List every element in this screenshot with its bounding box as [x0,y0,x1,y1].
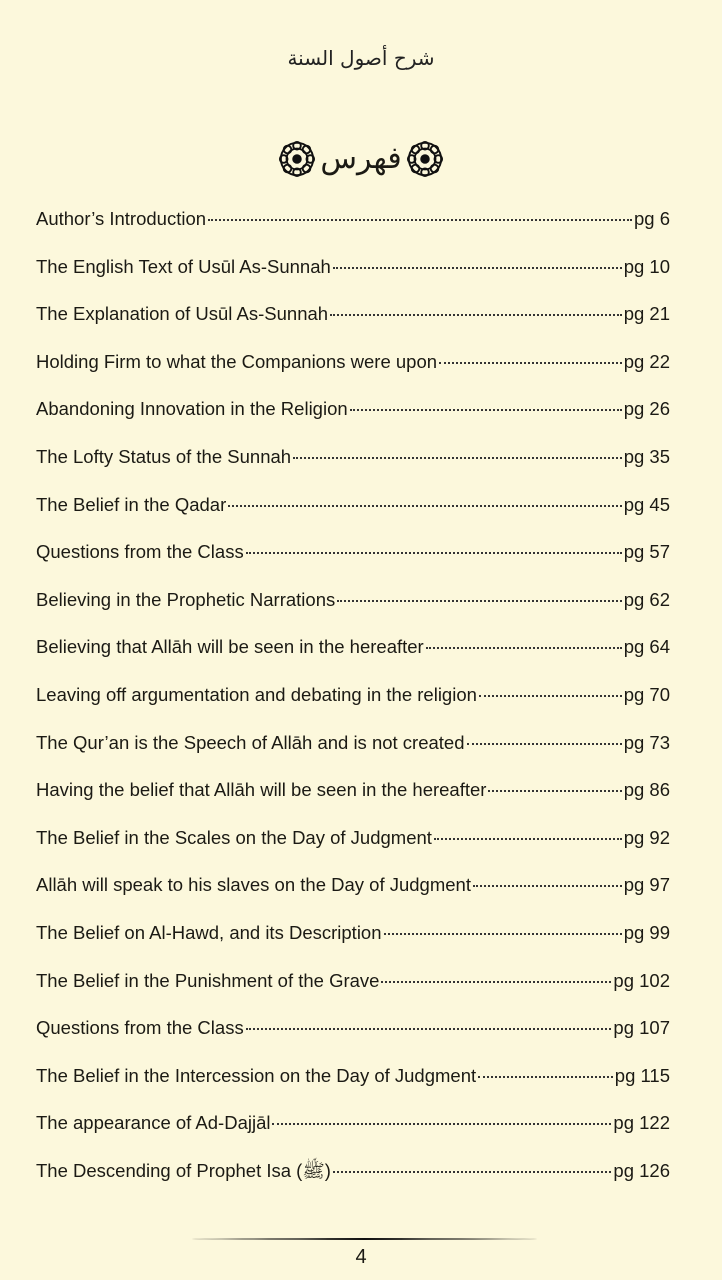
toc-entry-page: pg 97 [623,874,670,896]
toc-entry-page: pg 10 [623,255,670,277]
toc-entry-page: pg 73 [623,731,670,753]
toc-entry-title: Questions from the Class [36,1017,244,1039]
toc-entry-page: pg 35 [623,445,670,467]
toc-entry-page: pg 92 [623,826,670,848]
dot-leader [479,695,622,697]
dot-leader [434,838,622,840]
toc-entry [36,541,670,589]
toc-entry-page: pg 22 [623,350,670,372]
dot-leader [473,885,622,887]
toc-entry-page: pg 102 [613,969,670,991]
toc-entry [36,636,670,684]
dot-leader [478,1076,613,1078]
toc-entry [36,446,670,494]
toc-entry-title: The Descending of Prophet Isa (ﷺ) [36,1159,331,1181]
toc-entry [36,827,670,875]
toc-entry-page: pg 6 [633,208,670,229]
toc-entry-page: pg 64 [623,636,670,658]
toc-entry-title: Leaving off argumentation and debating in the religion [36,683,477,705]
toc-entry-title: The appearance of Ad-Dajjāl [36,1112,271,1134]
toc-entry [36,1112,670,1160]
rosette-ornament-icon [278,140,316,178]
toc-entry-title: Questions from the Class [36,541,244,563]
toc-entry [36,1017,670,1065]
running-head: شرح أصول السنة [287,46,435,70]
footer-rule [192,1238,537,1240]
toc-entry [36,779,670,827]
toc-entry-page: pg 62 [623,588,670,610]
toc-entry-title: The Belief in the Scales on the Day of Judgment [36,826,432,848]
toc-entry-page: pg 70 [623,683,670,705]
dot-leader [333,267,622,269]
dot-leader [293,457,622,459]
toc-entry-title: Holding Firm to what the Companions were upon [36,350,438,372]
table-of-contents [36,208,670,1207]
toc-entry-title: Having the belief that Allāh will be seen in the hereafter [36,779,487,801]
dot-leader [333,1171,612,1173]
dot-leader [246,1028,612,1030]
toc-entry [36,684,670,732]
toc-entry-page: pg 26 [623,398,670,420]
dot-leader [337,600,621,602]
toc-entry-title: The English Text of Usūl As-Sunnah [36,255,331,277]
toc-heading: فهرس [320,141,402,176]
toc-entry-title: The Explanation of Usūl As-Sunnah [36,303,329,325]
toc-entry-title: The Belief on Al-Hawd, and its Description [36,921,382,943]
toc-entry-title: The Belief in the Punishment of the Grave [36,969,380,991]
toc-entry [36,1065,670,1113]
toc-entry-title: Believing that Allāh will be seen in the hereafter [36,636,424,658]
rosette-ornament-icon [406,140,444,178]
page-number: 4 [355,1246,367,1268]
toc-entry-title: Abandoning Innovation in the Religion [36,398,348,420]
toc-entry-page: pg 45 [623,493,670,515]
dot-leader [488,790,621,792]
dot-leader [272,1123,611,1125]
toc-entry-page: pg 86 [623,779,670,801]
toc-title [0,140,722,178]
dot-leader [426,647,622,649]
toc-entry-page: pg 57 [623,541,670,563]
toc-entry [36,874,670,922]
toc-entry-page: pg 126 [613,1159,670,1181]
toc-entry [36,256,670,304]
toc-entry [36,351,670,399]
toc-entry [36,1160,670,1208]
dot-leader [330,314,622,316]
dot-leader [384,933,622,935]
toc-entry-title: The Lofty Status of the Sunnah [36,445,292,467]
toc-entry-title: The Belief in the Qadar [36,493,227,515]
toc-entry [36,589,670,637]
toc-entry-title: The Qur’an is the Speech of Allāh and is not created [36,731,465,753]
toc-entry-title: Allāh will speak to his slaves on the Day of Judgment [36,874,471,896]
toc-entry [36,732,670,780]
toc-entry-title: Author’s Introduction [36,208,207,229]
toc-entry [36,303,670,351]
dot-leader [381,981,611,983]
dot-leader [208,219,632,221]
toc-entry [36,208,670,256]
toc-entry-page: pg 115 [614,1064,670,1086]
toc-entry [36,922,670,970]
toc-entry-page: pg 21 [623,303,670,325]
toc-entry-title: Believing in the Prophetic Narrations [36,588,336,610]
toc-entry-page: pg 99 [623,921,670,943]
toc-entry [36,494,670,542]
dot-leader [350,409,622,411]
dot-leader [246,552,622,554]
toc-entry-title: The Belief in the Intercession on the Day of Judgment [36,1064,477,1086]
toc-entry [36,398,670,446]
dot-leader [439,362,622,364]
toc-entry [36,970,670,1018]
dot-leader [228,505,621,507]
dot-leader [467,743,622,745]
toc-entry-page: pg 107 [613,1017,670,1039]
toc-entry-page: pg 122 [613,1112,670,1134]
